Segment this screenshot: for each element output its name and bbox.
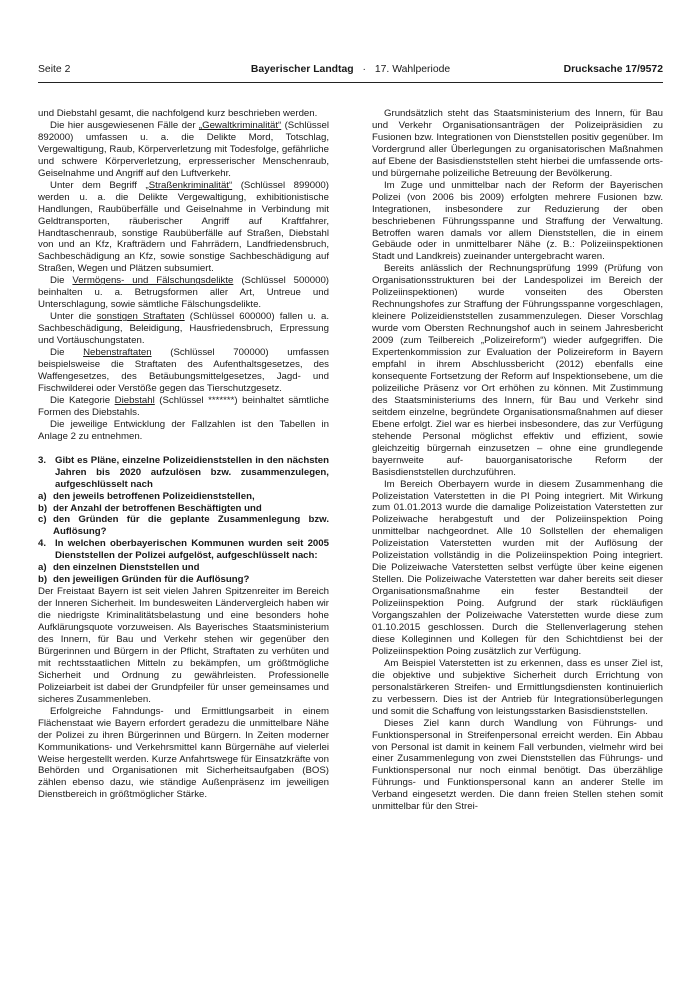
list-item: der Anzahl der betroffenen Beschäftigten und xyxy=(53,502,262,514)
paragraph: und Diebstahl gesamt, die nachfolgend kurz beschrieben werden. xyxy=(38,108,318,119)
answer-paragraph: Im Bereich Oberbayern wurde in diesem Zusammenhang die Polizeistation Vaterstetten in die PI Poing integriert. Mit Wirkung zum 01.01.2013 wurde die damalige Polizeistation Vaterstetten zur Polizeiwache herabgestuft und der Polizeiinspektion Poing unmittelbar nachgeordnet. Alle 10 Sollstellen der ehemaligen Polizeistation Vaterstetten wurden mit der Auflösung der Polizeistation vollständig in die Polizeiinspektion Poing integriert. Die Polizeiwache Vaterstetten selbst verfügte über keine eigenen Stellen. Die Polizeiwache Vaterstetten war daher bereits seit dieser Organisationsmaßnahme ein fester Bestandteil der Polizeiinspektion Poing. Aufgrund der stark rückläufigen Vorgangszahlen der Polizeiwache Vaterstetten wurde diese zum 01.10.2015 geschlossen. Durch die Stellenverlagerung stehen diese Kolleginnen und Kollegen für den Schichtdienst bei der Polizeiinspektion Poing zusätzlich zur Verfügung. xyxy=(372,478,663,657)
paragraph-vermoegensdelikte: Die Vermögens- und Fälschungsdelikte (Schlüssel 500000) beinhalten u. a. Betrugsformen aller Art, Untreue und Unterschlagung, sowie sämtliche Fälschungsdelikte. xyxy=(38,275,330,311)
term-underlined: „Gewaltkriminalität“ xyxy=(198,119,282,131)
question-number: 3. xyxy=(38,454,47,466)
term-underlined: Diebstahl xyxy=(114,394,155,406)
list-letter: a) xyxy=(38,562,47,574)
question-text: Gibt es Pläne, einzelne Polizeidienststellen in den nächsten Jahren bis 2020 aufzulösen bzw. zusammenzulegen, aufgeschlüsselt nach xyxy=(55,454,329,490)
paragraph-diebstahl: Die Kategorie Diebstahl (Schlüssel *******) beinhaltet sämtliche Formen des Diebstahls. xyxy=(38,394,329,418)
answer-paragraph: Am Beispiel Vaterstetten ist zu erkennen, dass es unser Ziel ist, die objektive und subjektive Sicherheit durch Errichtung von personalstärkeren Streifen- und Ermittlungsdiensten kontinuierlich zu verbessern. Dies ist der Antrieb für Integrationsüberlegungen und somit die Schaffung von leistungsstarken Basisdienststellen. xyxy=(372,657,663,717)
list-letter: a) xyxy=(38,490,47,502)
term-underlined: sonstigen Straftaten xyxy=(96,311,185,323)
question-number: 4. xyxy=(38,538,47,550)
list-item: den jeweils betroffenen Polizeidienststellen, xyxy=(53,490,255,502)
list-item: den Gründen für die geplante Zusammenlegung bzw. Auflösung? xyxy=(53,514,329,538)
term-underlined: „Straßenkriminalität“ xyxy=(145,179,233,191)
list-letter: b) xyxy=(38,502,48,514)
question-3 xyxy=(38,455,329,539)
paragraph-strassenkriminalitaet: Unter dem Begriff „Straßenkriminalität“ (Schlüssel 899000) werden u. a. die Delikte Vergewaltigung, exhibitionistische Handlungen, Raubüberfälle und Geiselnahme in Verbindung mit Geldtransporten, räuberischer Angriff auf Kraftfahrer, Handtaschenraub, sonstige Raubüberfälle auf Straßen, Diebstahl von und an Kfz, Krafträdern und Fahrrädern, Landfriedensbruch, Sachbeschädigung an Kfz, sowie sonstige Sachbeschädigung auf Straßen, Wegen und Plätzen subsumiert. xyxy=(38,179,329,275)
header-separator: · xyxy=(362,64,366,75)
list-letter: c) xyxy=(38,514,47,526)
list-letter: b) xyxy=(38,574,48,586)
paragraph-nebenstraftaten: Die Nebenstraftaten (Schlüssel 700000) umfassen beispielsweise die Straftaten des Aufenthaltsgesetzes, des Waffengesetzes, des Betäubungsmittelgesetzes, Jagd- und Fischwilderei oder Verstöße gegen das Tierschutzgesetz. xyxy=(38,347,329,394)
answer-paragraph: Der Freistaat Bayern ist seit vielen Jahren Spitzenreiter im Bereich der Inneren Sicherheit. Im bundesweiten Ländervergleich haben wir die niedrigste Kriminalitätsbelastung und eine besonders hohe Aufklärungsquote vorzuweisen. Als Bayerisches Staatsministerium des Innern, für Bau und Verkehr stehen wir gegenüber den Bürgerinnen und Bürgern in der Pflicht, Straftaten zu verhüten und mit rechtsstaatlichen Mitteln zu bekämpfen, um größtmögliche Sicherheit und Ordnung zu gewährleisten. Professionelle Polizeiarbeit ist dabei der Grundpfeiler für unser gemeinsames und sicheres Zusammenleben. xyxy=(38,586,329,705)
answer-paragraph: Im Zuge und unmittelbar nach der Reform der Bayerischen Polizei (von 2006 bis 2009) erfolgten mehrere Fusionen bzw. Integrationen, insbesondere zur Reduzierung der oben beschriebenen Führungsspanne und Straffung der Verwaltung. Betroffen waren damals vor allem Dienststellen, die in einem Gebäude oder in unmittelbarer Nähe (z. B.: Polizeiinspektionen Stadt und Landkreis) zueinander untergebracht waren. xyxy=(372,179,663,263)
question-4 xyxy=(38,538,329,586)
list-item: den einzelnen Dienststellen und xyxy=(53,562,200,574)
page-header xyxy=(38,64,663,80)
answer-paragraph: Dieses Ziel kann durch Wandlung von Führungs- und Funktionspersonal in Streifenpersonal erreicht werden. Ein Abbau von Personal ist damit in keinem Fall verbunden, vielmehr wird bei einer Zusammenlegung von zwei Dienststellen das Führungs- und Funktionspersonal nur noch einmal benötigt. Das überzählige Führungs- und Funktionspersonal kann an anderer Stelle im Verband eingesetzt werden. Die dann freien Stellen stehen somit unmittelbar für den Strei- xyxy=(372,717,663,813)
question-text: In welchen oberbayerischen Kommunen wurden seit 2005 Dienststellen der Polizei aufgelöst, aufgeschlüsselt nach: xyxy=(55,538,329,562)
header-rule xyxy=(38,82,663,83)
term-underlined: Nebenstraftaten xyxy=(83,347,152,359)
parliament-name: Bayerischer Landtag xyxy=(250,64,354,75)
paragraph: Die jeweilige Entwicklung der Fallzahlen ist den Tabellen in Anlage 2 zu entnehmen. xyxy=(38,418,329,442)
answer-paragraph: Bereits anlässlich der Rechnungsprüfung 1999 (Prüfung von Organisationsstrukturen bei der Landespolizei im Bereich der Polizeiinspektionen) wurde vonseiten des Obersten Rechnungshofes zur Straffung der Führungsspanne vorgeschlagen, kleinere Polizeidienststellen zusammenzulegen. Dieser Vorschlag wurde vom Obersten Rechnungshof auch in seinem Jahresbericht 2009 (zum Teilbereich „Polizeireform“) wieder aufgegriffen. Die Expertenkommission zur Evaluation der Polizeireform in Bayern empfahl in ihrem Abschlussbericht (2012) ebenfalls eine konsequente Fortsetzung der Reform auf Inspektionsebene, um die polizeiliche Präsenz vor Ort erhöhen zu können. Mit Zustimmung des Staatsministeriums des Innern, für Bau und Verkehr sind seitdem einzelne, begründete Organisationsmaßnahmen auf dieser Ebene erfolgt. Ziel war es hierbei insbesondere, das zur Verfügung stehende Personal möglichst effektiv und effizient, sowie gleichzeitig bürgernah einzusetzen – ohne eine grundlegende bayernweite auf- bauorganisatorische Reform der Basisdienststellen durchzuführen. xyxy=(372,263,663,478)
left-column xyxy=(38,108,329,801)
right-column xyxy=(372,108,663,813)
page-number: Seite 2 xyxy=(38,64,71,75)
answer-paragraph: Erfolgreiche Fahndungs- und Ermittlungsarbeit in einem Flächenstaat wie Bayern erfordert geradezu die unmittelbare Nähe der Polizei zu ihren Bürgerinnen und Bürgern. In Zeiten moderner Kommunikations- und Verkehrsmittel kann Bürgernähe auf vielerlei Weise hergestellt werden. Kurze Anfahrtswege für Einsatzkräfte von Behörden und Organisationen mit Sicherheitsaufgaben (BOS) zählen ebenso dazu, wie ständige Außenpräsenz im jeweiligen Dienstbereich in größtmöglicher Stärke. xyxy=(38,705,329,801)
term-underlined: Vermögens- und Fälschungsdelikte xyxy=(72,275,234,287)
paragraph-gewaltkriminalitaet: Die hier ausgewiesenen Fälle der „Gewaltkriminalität“ (Schlüssel 892000) umfassen u. a. die Delikte Mord, Totschlag, Vergewaltigung, Raub, Körperverletzung mit Todesfolge, gefährliche und schwere Körperverletzung, erpresserischer Menschenraub, Geiselnahme und Angriff auf den Luftverkehr. xyxy=(38,119,329,179)
list-item: den jeweiligen Gründen für die Auflösung? xyxy=(53,574,250,586)
paragraph-sonstige-straftaten: Unter die sonstigen Straftaten (Schlüssel 600000) fallen u. a. Sachbeschädigung, Beleidigung, Hausfriedensbruch, Erpressung und Vortäuschungstaten. xyxy=(38,311,329,347)
spacer xyxy=(38,443,329,455)
election-period: 17. Wahlperiode xyxy=(374,64,451,75)
answer-paragraph: Grundsätzlich steht das Staatsministerium des Innern, für Bau und Verkehr Organisationsanträgen der Polizeipräsidien zu Fusionen bzw. Integrationen von Dienststellen positiv gegenüber. Im Vordergrund aller Überlegungen zu organisatorischen Maßnahmen auf Ebene der Basisdienststellen steht hierbei die umfassende orts- und bürgernahe polizeiliche Betreuung der Bevölkerung. xyxy=(372,108,663,179)
document-number: Drucksache 17/9572 xyxy=(563,64,663,75)
